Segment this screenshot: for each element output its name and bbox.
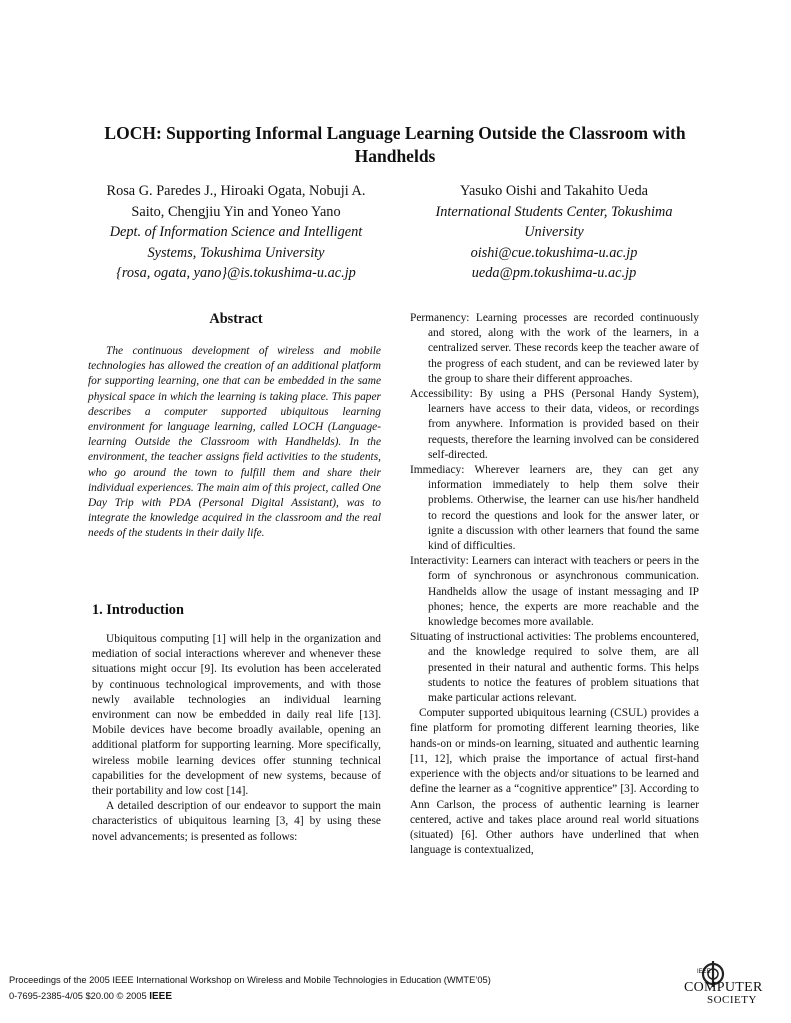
intro-paragraph-2: A detailed description of our endeavor to support the main characteristics of ubiquitous learning [3, 4] by using these novel advancements; is presented as follows: bbox=[92, 800, 381, 843]
logo-ieee-text: IEEE bbox=[697, 969, 711, 975]
author-block-left bbox=[84, 181, 388, 284]
affiliation-line-2: University bbox=[524, 224, 584, 240]
list-item-situating: Situating of instructional activities: The problems encountered, and the knowledge required to solve them, are all presented in their natural and authentic forms. This helps students to notice the features of problem situations that make particular actions relevant. bbox=[410, 631, 699, 705]
introduction-body bbox=[92, 632, 381, 845]
abstract-heading: Abstract bbox=[209, 311, 263, 327]
footer-isbn bbox=[9, 991, 172, 1002]
title-line-1: LOCH: Supporting Informal Language Learning Outside the Classroom with bbox=[104, 123, 686, 143]
author-block-right bbox=[404, 181, 704, 284]
author-email: {rosa, ogata, yano}@is.tokushima-u.ac.jp bbox=[116, 265, 356, 281]
list-item-interactivity: Interactivity: Learners can interact with teachers or peers in the form of synchronous or asynchronous communication. Handhelds allow the usage of instant messaging and IP phones; hence, the experts are more reachable and the knowledge becomes more available. bbox=[410, 555, 699, 629]
intro-paragraph-1: Ubiquitous computing [1] will help in the organization and mediation of social interactions wherever and whenever these situations might occur [9]. Its evolution has been accelerated by continuous technological improvements, and with those newly available technologies an individual learning environment can now be embedded in daily real life [13]. Mobile devices have become broadly available, opening an additional platform for supporting learning. More specifically, wireless mobile learning devices offer stunning technical capabilities for the development of new systems, because of their portability and low cost [14]. bbox=[92, 633, 381, 798]
affiliation-line-1: Dept. of Information Science and Intelligent bbox=[109, 224, 363, 240]
affiliation-line-2: Systems, Tokushima University bbox=[147, 244, 325, 261]
logo-society-text: SOCIETY bbox=[707, 994, 757, 1006]
footer-proceedings: Proceedings of the 2005 IEEE International Workshop on Wireless and Mobile Technologies in Education (WMTE’05) bbox=[9, 975, 491, 985]
title-line-2: Handhelds bbox=[354, 146, 436, 166]
section-heading-introduction: 1. Introduction bbox=[92, 602, 184, 618]
author-names-line-2: Saito, Chengjiu Yin and Yoneo Yano bbox=[131, 203, 341, 220]
list-item-accessibility: Accessibility: By using a PHS (Personal Handy System), learners have access to their data, videos, or recordings from anywhere. Information is provided based on their requests, therefore the learning involved can be considered self-directed. bbox=[410, 388, 699, 461]
list-item-immediacy: Immediacy: Wherever learners are, they can get any information immediately to help them solve their problems. Otherwise, the learner can use his/her handheld to record the questions and look for the answer later, or ignite a discussion with other learners that found the same kind of difficulties. bbox=[410, 464, 699, 553]
paper-title bbox=[85, 122, 705, 168]
author-names-line-1: Rosa G. Paredes J., Hiroaki Ogata, Nobuji A. bbox=[106, 183, 366, 199]
author-names: Yasuko Oishi and Takahito Ueda bbox=[460, 183, 648, 199]
author-email-2: ueda@pm.tokushima-u.ac.jp bbox=[471, 265, 637, 281]
footer-isbn-text: 0-7695-2385-4/05 $20.00 © 2005 bbox=[9, 991, 147, 1001]
footer-ieee-mark: IEEE bbox=[149, 991, 173, 1002]
csul-paragraph: Computer supported ubiquitous learning (CSUL) provides a fine platform for promoting different learning theories, like hands-on or minds-on learning, situated and authentic learning [11, 12], which praise the importance of actual first-hand experience with the objects and/or situations to be learned and define the learner as a “cognitive apprentice” [3]. According to Ann Carlson, the process of authentic learning is learner centered, active and takes place around real world situations (situated) [6]. Other authors have underlined that when language is contextualized, bbox=[410, 707, 699, 857]
affiliation-line-1: International Students Center, Tokushima bbox=[435, 203, 673, 220]
logo-computer-text: COMPUTER bbox=[684, 980, 763, 995]
right-column bbox=[410, 311, 699, 858]
abstract-text: The continuous development of wireless and mobile technologies has allowed the creation of an additional platform for supporting learning, one that can be embedded in the same physical space in which the learning is taking place. This paper describes a computer supported ubiquitous learning environment for language learning, called LOCH (Language-learning Outside the Classroom with Handhelds). In the environment, the teacher assigns field activities to the students, who go around the town to fulfill them and share their individual experiences. The main aim of this project, called One Day Trip with PDA (Personal Digital Assistant), was to integrate the knowledge acquired in the classroom and the real needs of the students in their daily life. bbox=[88, 345, 381, 540]
author-email-1: oishi@cue.tokushima-u.ac.jp bbox=[470, 244, 638, 261]
list-item-permanency: Permanency: Learning processes are recorded continuously and stored, along with the work of the learners, in a centralized server. These records keep the teacher aware of the progress of each student, and can be reviewed later by the group to share their different approaches. bbox=[410, 312, 699, 385]
